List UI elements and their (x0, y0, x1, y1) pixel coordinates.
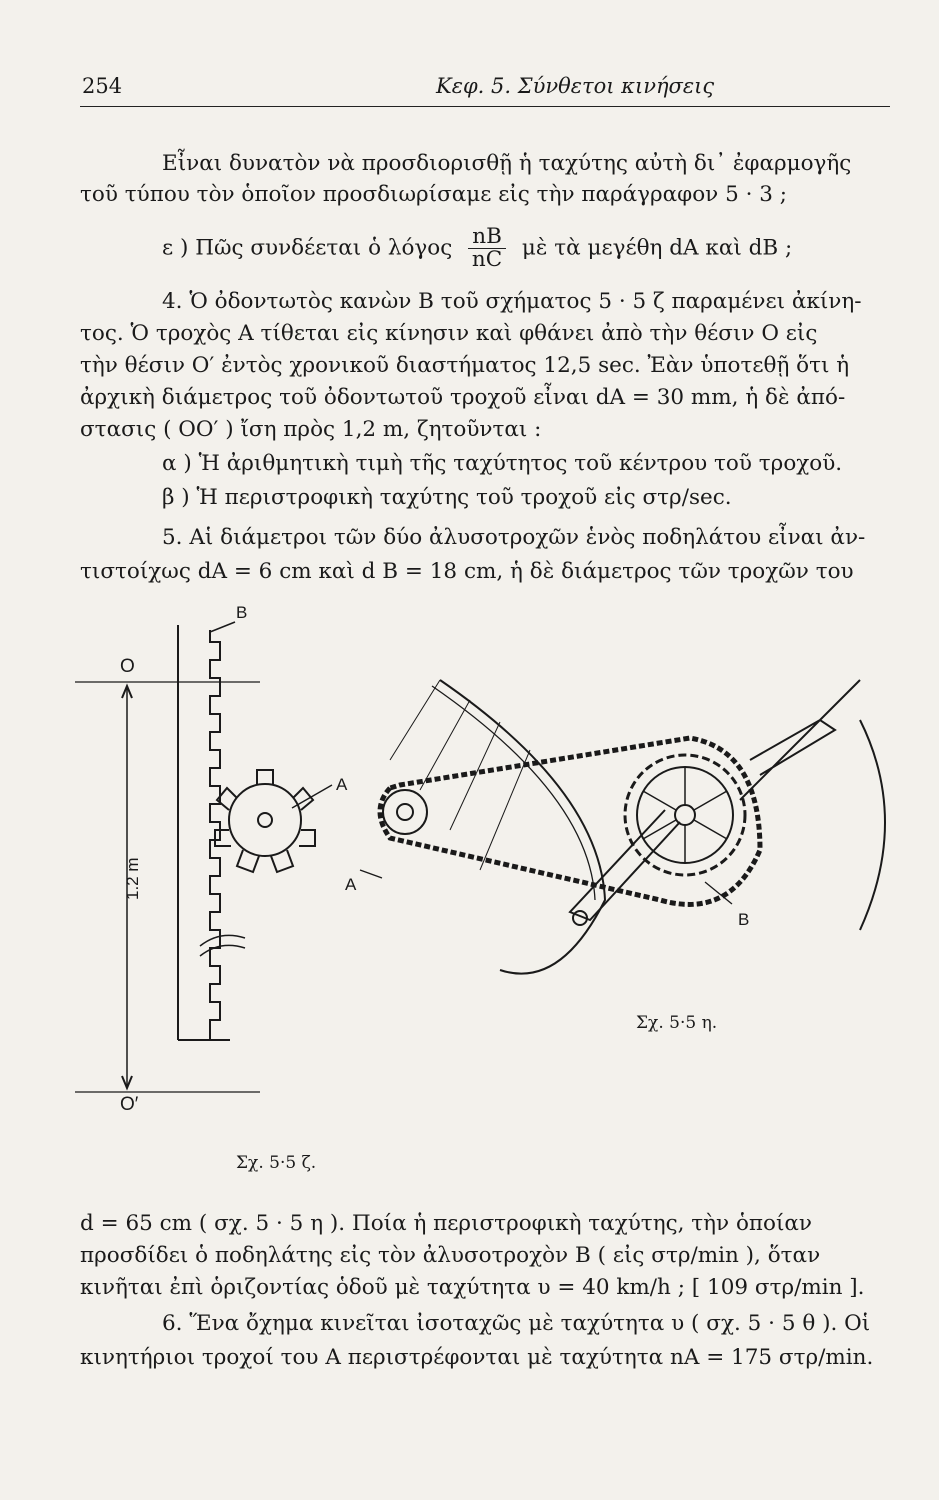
pinion-gear (215, 770, 315, 872)
page-number: 254 (82, 74, 123, 98)
problem-4-line: τος. Ὁ τροχὸς A τίθεται εἰς κίνησιν καὶ φθάνει ἀπὸ τὴν θέσιν O εἰς (80, 321, 818, 346)
chapter-title: Κεφ. 5. Σύνθετοι κινήσεις (436, 74, 715, 98)
question-alpha: α ) Ἡ ἀριθμητικὴ τιμὴ τῆς ταχύτητος τοῦ κέντρου τοῦ τροχοῦ. (162, 451, 843, 476)
small-sprocket (383, 790, 427, 834)
text-line: τοῦ τύπου τὸν ὁποῖον προσδιωρίσαμε εἰς τὴν παράγραφον 5 · 3 ; (80, 182, 788, 207)
pedal-frame (740, 680, 860, 800)
problem-4-line: τὴν θέσιν O′ ἐντὸς χρονικοῦ διαστήματος 12,5 sec. Ἐὰν ὑποτεθῇ ὅτι ἡ (80, 353, 850, 378)
problem-5-line: προσδίδει ὁ ποδηλάτης εἰς τὸν ἀλυσοτροχὸν B ( εἰς στρ/min ), ὅταν (80, 1243, 821, 1268)
rear-wheel-rim (440, 680, 605, 974)
problem-4-line: στασις ( OO′ ) ἴση πρὸς 1,2 m, ζητοῦνται : (80, 417, 542, 442)
distance-label: 1.2 m (123, 857, 142, 900)
chain-drive-figure (360, 680, 885, 974)
problem-5-line: κινῆται ἐπὶ ὁριζοντίας ὁδοῦ μὲ ταχύτητα υ = 40 km/h ; [ 109 στρ/min ]. (80, 1275, 865, 1300)
sprocket-b-label: B (738, 910, 750, 929)
question-e-start: ε ) Πῶς συνδέεται ὁ λόγος (162, 235, 453, 261)
rack-label: B (236, 603, 248, 622)
rack-figure (75, 622, 332, 1092)
chainring (625, 755, 745, 875)
figure-zeta-caption: Σχ. 5·5 ζ. (236, 1153, 317, 1173)
pinion-label: A (336, 775, 348, 794)
figures (60, 600, 939, 1200)
header-rule (80, 106, 890, 107)
question-e (80, 226, 939, 271)
problem-4-line: 4. Ὁ ὀδοντωτὸς κανὼν B τοῦ σχήματος 5 · 5 ζ παραμένει ἀκίνη- (162, 289, 862, 314)
ratio-numerator: nB (468, 226, 506, 249)
question-beta: β ) Ἡ περιστροφικὴ ταχύτης τοῦ τροχοῦ εἰς στρ/sec. (162, 485, 732, 510)
sprocket-a-label: A (345, 875, 357, 894)
question-e-end: μὲ τὰ μεγέθη dA καὶ dB ; (521, 235, 793, 261)
ratio-fraction (468, 226, 506, 271)
position-o-label: O (120, 656, 135, 677)
problem-6-line: 6. Ἕνα ὄχημα κινεῖται ἰσοταχῶς μὲ ταχύτητα υ ( σχ. 5 · 5 θ ). Οἱ (162, 1311, 871, 1336)
problem-5-line: 5. Αἱ διάμετροι τῶν δύο ἀλυσοτροχῶν ἑνὸς ποδηλάτου εἶναι ἀν- (162, 525, 866, 550)
problem-4-line: ἀρχικὴ διάμετρος τοῦ ὀδοντωτοῦ τροχοῦ εἶναι dA = 30 mm, ἡ δὲ ἀπό- (80, 385, 846, 410)
figure-eta-caption: Σχ. 5·5 η. (636, 1013, 718, 1033)
ratio-denominator: nC (471, 247, 503, 272)
text-line: Εἶναι δυνατὸν νὰ προσδιορισθῇ ἡ ταχύτης αὐτὴ δι᾽ ἐφαρμογῆς (162, 151, 852, 176)
position-o-prime-label: O′ (120, 1094, 139, 1115)
page-header (80, 74, 890, 104)
problem-5-line: d = 65 cm ( σχ. 5 · 5 η ). Ποία ἡ περιστροφικὴ ταχύτης, τὴν ὁποίαν (80, 1211, 812, 1236)
problem-5-line: τιστοίχως dA = 6 cm καὶ d B = 18 cm, ἡ δὲ διάμετρος τῶν τροχῶν του (80, 559, 854, 584)
problem-6-line: κινητήριοι τροχοί του A περιστρέφονται μὲ ταχύτητα nA = 175 στρ/min. (80, 1345, 874, 1370)
